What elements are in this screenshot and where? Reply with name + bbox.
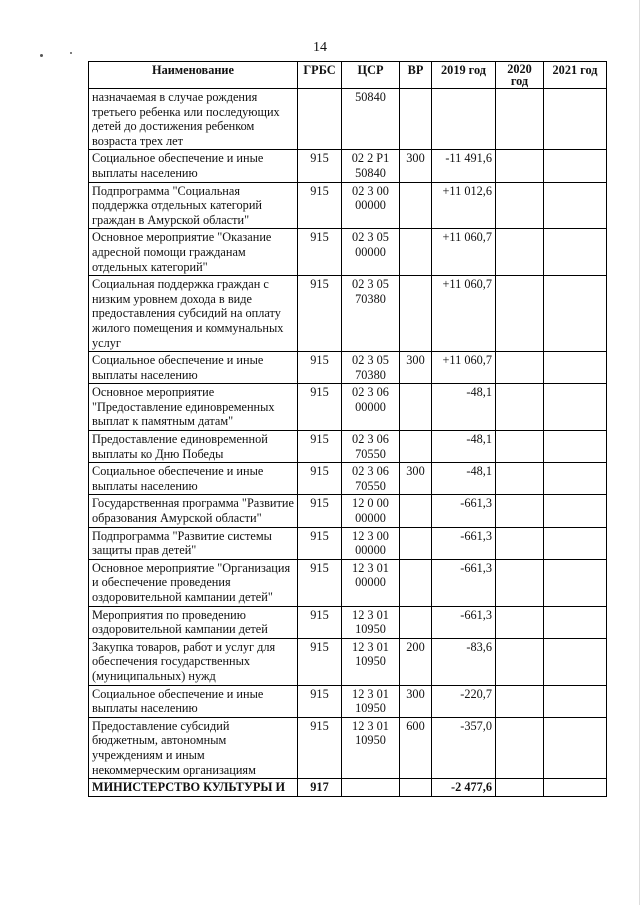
cell-2019: -2 477,6	[432, 779, 496, 797]
cell-vr	[400, 384, 432, 431]
header-vr: ВР	[400, 62, 432, 89]
cell-csr: 02 3 06 70550	[342, 463, 400, 495]
budget-table	[88, 61, 607, 797]
cell-csr: 02 3 06 00000	[342, 384, 400, 431]
cell-vr: 300	[400, 150, 432, 182]
cell-name: Социальное обеспечение и иные выплаты населению	[89, 352, 298, 384]
cell-2019: +11 060,7	[432, 352, 496, 384]
table-row	[89, 89, 607, 150]
cell-vr: 300	[400, 463, 432, 495]
cell-2021	[544, 431, 607, 463]
cell-2019: -661,3	[432, 527, 496, 559]
table-row	[89, 431, 607, 463]
table-row	[89, 463, 607, 495]
cell-grbs: 915	[298, 495, 342, 527]
cell-name: Подпрограмма "Развитие системы защиты прав детей"	[89, 527, 298, 559]
header-name: Наименование	[89, 62, 298, 89]
scan-speck	[40, 54, 43, 57]
cell-vr	[400, 527, 432, 559]
cell-grbs: 915	[298, 606, 342, 638]
cell-csr: 12 3 01 10950	[342, 638, 400, 685]
cell-2019: -48,1	[432, 431, 496, 463]
table-row	[89, 638, 607, 685]
cell-name: Основное мероприятие "Предоставление единовременных выплат к памятным датам"	[89, 384, 298, 431]
cell-csr: 02 3 05 00000	[342, 229, 400, 276]
cell-2021	[544, 717, 607, 778]
cell-csr: 50840	[342, 89, 400, 150]
table-row	[89, 685, 607, 717]
cell-2021	[544, 182, 607, 229]
cell-grbs: 915	[298, 717, 342, 778]
cell-grbs: 915	[298, 352, 342, 384]
cell-2019: -661,3	[432, 559, 496, 606]
cell-2019: -220,7	[432, 685, 496, 717]
cell-2021	[544, 527, 607, 559]
cell-vr	[400, 779, 432, 797]
table-row	[89, 717, 607, 778]
cell-grbs: 915	[298, 150, 342, 182]
cell-grbs	[298, 89, 342, 150]
cell-vr	[400, 495, 432, 527]
cell-2019: -357,0	[432, 717, 496, 778]
cell-2020	[496, 352, 544, 384]
table-row	[89, 352, 607, 384]
cell-name: Подпрограмма "Социальная поддержка отдельных категорий граждан в Амурской области"	[89, 182, 298, 229]
cell-vr: 300	[400, 352, 432, 384]
cell-csr	[342, 779, 400, 797]
cell-2021	[544, 150, 607, 182]
cell-2020	[496, 150, 544, 182]
cell-2019: +11 012,6	[432, 182, 496, 229]
cell-csr: 02 3 05 70380	[342, 276, 400, 352]
table-row	[89, 779, 607, 797]
cell-2020	[496, 717, 544, 778]
cell-name: Закупка товаров, работ и услуг для обеспечения государственных (муниципальных) нужд	[89, 638, 298, 685]
cell-name: Основное мероприятие "Организация и обеспечение проведения оздоровительной кампании детей"	[89, 559, 298, 606]
cell-2019: +11 060,7	[432, 229, 496, 276]
cell-2021	[544, 276, 607, 352]
cell-2020	[496, 779, 544, 797]
table-row	[89, 229, 607, 276]
cell-name: Предоставление субсидий бюджетным, автономным учреждениям и иным некоммерческим организациям	[89, 717, 298, 778]
cell-vr	[400, 606, 432, 638]
header-csr: ЦСР	[342, 62, 400, 89]
header-2019: 2019 год	[432, 62, 496, 89]
table-body	[89, 89, 607, 797]
cell-csr: 12 0 00 00000	[342, 495, 400, 527]
cell-vr: 200	[400, 638, 432, 685]
cell-name: Государственная программа "Развитие образования Амурской области"	[89, 495, 298, 527]
cell-2020	[496, 431, 544, 463]
cell-csr: 12 3 01 00000	[342, 559, 400, 606]
table-row	[89, 606, 607, 638]
cell-2019	[432, 89, 496, 150]
cell-grbs: 915	[298, 384, 342, 431]
table-row	[89, 150, 607, 182]
cell-2021	[544, 559, 607, 606]
cell-vr: 300	[400, 685, 432, 717]
cell-grbs: 915	[298, 638, 342, 685]
cell-grbs: 915	[298, 685, 342, 717]
cell-2020	[496, 685, 544, 717]
scan-speck	[70, 52, 72, 54]
cell-csr: 12 3 00 00000	[342, 527, 400, 559]
table-row	[89, 495, 607, 527]
cell-2021	[544, 89, 607, 150]
cell-2020	[496, 182, 544, 229]
header-2020: 2020 год	[496, 62, 544, 89]
cell-csr: 12 3 01 10950	[342, 606, 400, 638]
cell-name: Социальное обеспечение и иные выплаты населению	[89, 685, 298, 717]
cell-vr	[400, 276, 432, 352]
cell-name: Социальное обеспечение и иные выплаты населению	[89, 463, 298, 495]
cell-csr: 02 3 00 00000	[342, 182, 400, 229]
cell-2019: -48,1	[432, 463, 496, 495]
table-row	[89, 384, 607, 431]
cell-2020	[496, 638, 544, 685]
cell-vr	[400, 431, 432, 463]
table-row	[89, 276, 607, 352]
cell-2021	[544, 638, 607, 685]
cell-2019: -48,1	[432, 384, 496, 431]
cell-vr	[400, 89, 432, 150]
cell-csr: 12 3 01 10950	[342, 685, 400, 717]
page-number: 14	[313, 40, 327, 55]
cell-csr: 02 3 05 70380	[342, 352, 400, 384]
cell-2021	[544, 685, 607, 717]
cell-name: Мероприятия по проведению оздоровительной кампании детей	[89, 606, 298, 638]
cell-2021	[544, 229, 607, 276]
cell-2020	[496, 384, 544, 431]
cell-name: Основное мероприятие "Оказание адресной помощи гражданам отдельных категорий"	[89, 229, 298, 276]
cell-grbs: 915	[298, 527, 342, 559]
cell-csr: 12 3 01 10950	[342, 717, 400, 778]
cell-2020	[496, 276, 544, 352]
cell-2021	[544, 384, 607, 431]
cell-2020	[496, 495, 544, 527]
cell-2019: +11 060,7	[432, 276, 496, 352]
cell-name: назначаемая в случае рождения третьего ребенка или последующих детей до достижения ребенком возраста трех лет	[89, 89, 298, 150]
header-grbs: ГРБС	[298, 62, 342, 89]
cell-2020	[496, 559, 544, 606]
cell-2021	[544, 352, 607, 384]
cell-grbs: 915	[298, 229, 342, 276]
cell-2020	[496, 463, 544, 495]
header-2021: 2021 год	[544, 62, 607, 89]
cell-vr	[400, 182, 432, 229]
cell-name: МИНИСТЕРСТВО КУЛЬТУРЫ И	[89, 779, 298, 797]
cell-2021	[544, 606, 607, 638]
cell-2019: -661,3	[432, 495, 496, 527]
cell-2019: -83,6	[432, 638, 496, 685]
cell-grbs: 915	[298, 463, 342, 495]
table-row	[89, 559, 607, 606]
cell-grbs: 915	[298, 559, 342, 606]
cell-2021	[544, 779, 607, 797]
cell-2021	[544, 463, 607, 495]
cell-grbs: 917	[298, 779, 342, 797]
cell-2021	[544, 495, 607, 527]
cell-2019: -11 491,6	[432, 150, 496, 182]
cell-2020	[496, 229, 544, 276]
cell-2019: -661,3	[432, 606, 496, 638]
table-row	[89, 182, 607, 229]
cell-name: Социальная поддержка граждан с низким уровнем дохода в виде предоставления субсидий на оплату жилого помещения и коммунальных услуг	[89, 276, 298, 352]
cell-grbs: 915	[298, 276, 342, 352]
cell-vr: 600	[400, 717, 432, 778]
cell-grbs: 915	[298, 182, 342, 229]
cell-vr	[400, 229, 432, 276]
cell-grbs: 915	[298, 431, 342, 463]
table-row	[89, 527, 607, 559]
cell-name: Предоставление единовременной выплаты ко Дню Победы	[89, 431, 298, 463]
cell-csr: 02 3 06 70550	[342, 431, 400, 463]
cell-2020	[496, 89, 544, 150]
cell-2020	[496, 606, 544, 638]
table-header-row	[89, 62, 607, 89]
cell-csr: 02 2 P1 50840	[342, 150, 400, 182]
cell-2020	[496, 527, 544, 559]
cell-vr	[400, 559, 432, 606]
cell-name: Социальное обеспечение и иные выплаты населению	[89, 150, 298, 182]
